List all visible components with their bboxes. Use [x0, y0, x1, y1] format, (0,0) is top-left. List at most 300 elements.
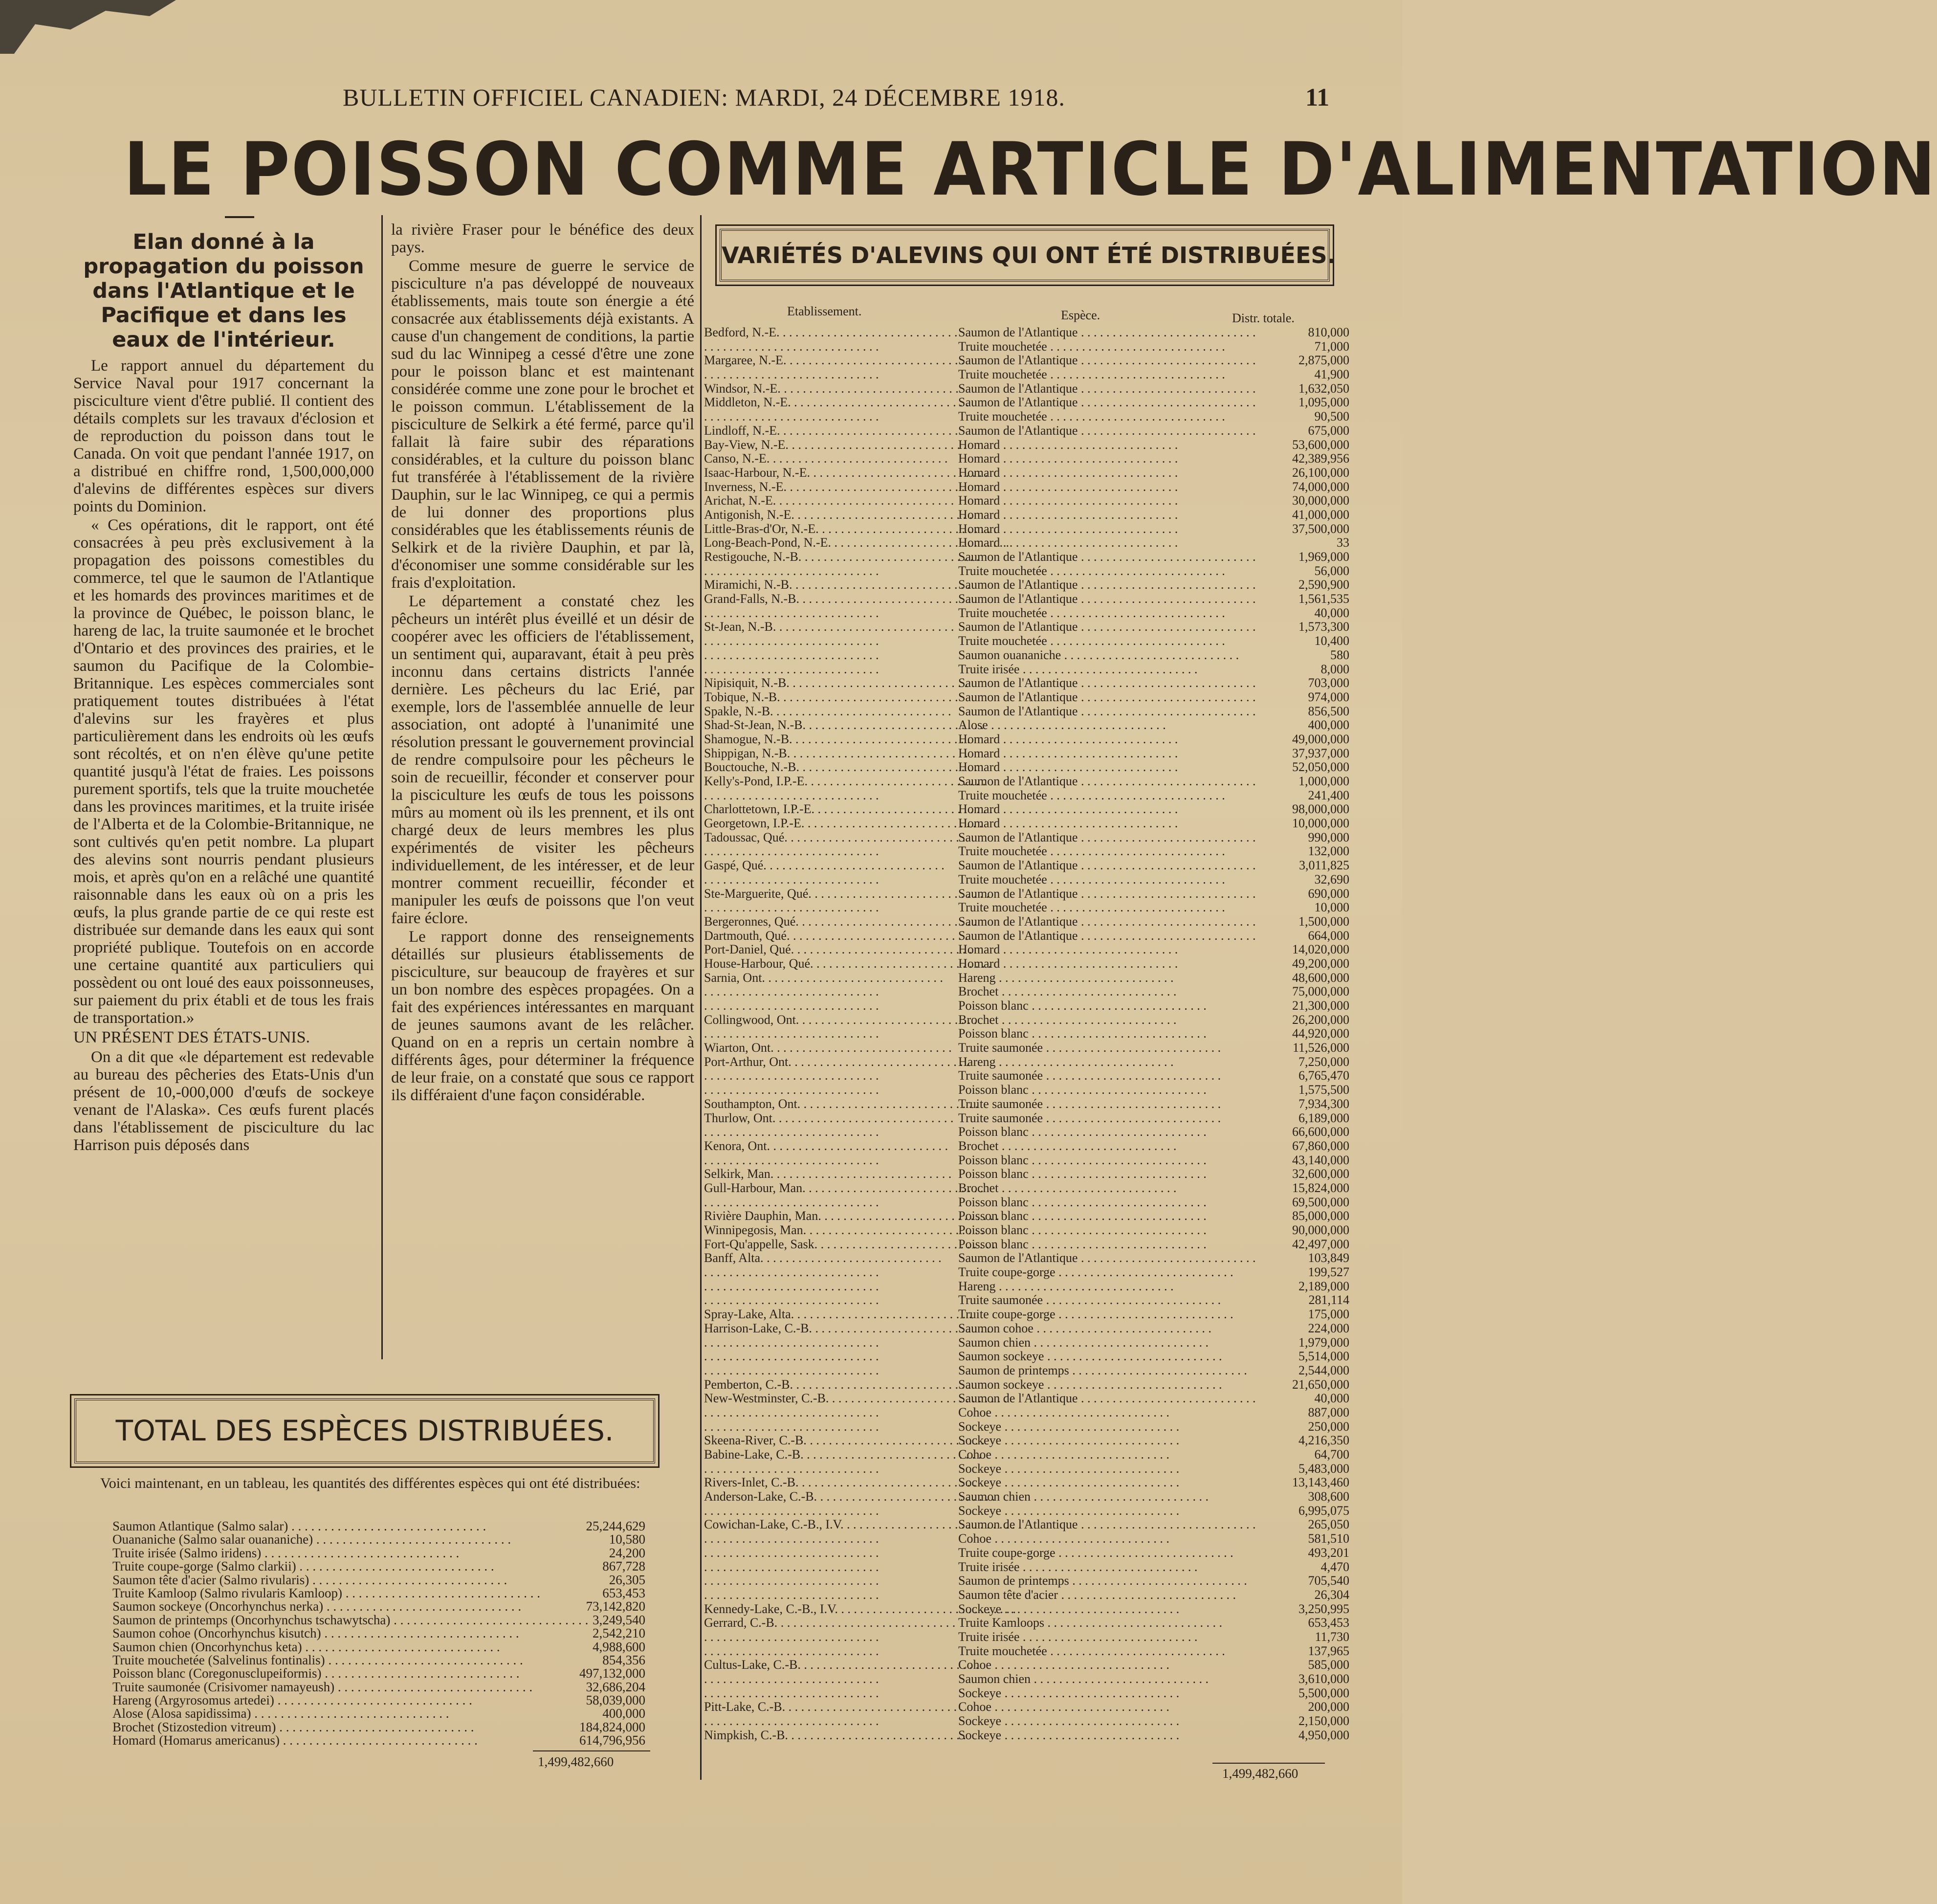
species-cell: Truite saumonée . . . [958, 1041, 1232, 1055]
article-paragraph: Le rapport donne des renseignements détaillés sur plusieurs établissements de pisciculture, sur beaucoup de frayères et sur un bon nombre des espèces propagées. On a fait des expériences intéressantes en marquant de jeunes saumons avant de les relâcher. Quand on en a repris un certain nombre à différents âges, pour déterminer la fréquence de leur fraie, on a constaté que sous ce rapport ils différaient d'une façon considérable. [391, 928, 694, 1104]
table-row [704, 859, 1349, 873]
quantity-cell: 32,600,000 [1292, 1167, 1349, 1181]
quantity-cell: 175,000 [1308, 1307, 1349, 1322]
table-row [704, 676, 1349, 690]
species-cell: Saumon chien . . . [958, 1490, 1232, 1504]
table-row [704, 536, 1349, 550]
species-cell: Hareng . . . [958, 971, 1232, 985]
quantity-cell: 199,527 [1308, 1265, 1349, 1280]
quantity-cell: 856,500 [1308, 704, 1349, 718]
species-cell: Homard . . . [958, 943, 1232, 957]
quantity-cell: 30,000,000 [1292, 493, 1349, 508]
quantity-cell: 308,600 [1308, 1489, 1349, 1504]
quantity-cell: 241,400 [1308, 788, 1349, 802]
establishment-cell [704, 564, 958, 578]
establishment-cell: Shad-St-Jean, N.-B. . . . [704, 718, 958, 732]
quantity-cell: 664,000 [1308, 928, 1349, 943]
quantity-cell: 90,000,000 [1292, 1223, 1349, 1237]
table-row [704, 1490, 1349, 1504]
establishment-cell [704, 789, 958, 803]
species-cell: Saumon de l'Atlantique . . . [958, 929, 1232, 943]
establishment-cell: Tobique, N.-B. . . . [704, 690, 958, 705]
establishment-cell: Rivers-Inlet, C.-B. . . . [704, 1476, 958, 1490]
species-cell: Truite mouchetée . . . [958, 844, 1232, 859]
establishment-cell: Nipisiquit, N.-B. . . . [704, 676, 958, 690]
total-species-sum: 1,499,482,660 [538, 1754, 614, 1769]
quantity-cell: 4,470 [1321, 1559, 1349, 1574]
species-cell: Saumon de l'Atlantique . . . [958, 705, 1232, 719]
establishment-cell: Winnipegosis, Man. . . . [704, 1223, 958, 1238]
species-cell: Saumon sockeye . . . [958, 1350, 1232, 1364]
table-row [704, 1280, 1349, 1294]
quantity-cell: 810,000 [1308, 325, 1349, 339]
establishment-cell: Tadoussac, Qué. . . . [704, 831, 958, 845]
quantity-cell: 6,189,000 [1299, 1110, 1349, 1125]
species-cell: Truite mouchetée . . . [958, 368, 1232, 382]
species-cell: Saumon de l'Atlantique . . . [958, 915, 1232, 929]
table-row [704, 1181, 1349, 1196]
table-row [704, 1069, 1349, 1083]
establishment-cell: Charlottetown, I.P.-E. . . . [704, 802, 958, 817]
establishment-cell [704, 1462, 958, 1476]
quantity-cell: 42,497,000 [1292, 1237, 1349, 1251]
table-row [704, 1322, 1349, 1336]
species-cell: Brochet . . . [958, 1013, 1232, 1027]
quantity-cell: 200,000 [1308, 1700, 1349, 1714]
table-row [704, 844, 1349, 859]
quantity-cell: 281,114 [1308, 1293, 1349, 1307]
quantity-cell: 69,500,000 [1292, 1195, 1349, 1209]
quantity-cell: 52,050,000 [1292, 760, 1349, 775]
quantity-cell: 10,000,000 [1292, 816, 1349, 831]
quantity-cell: 581,510 [1308, 1531, 1349, 1546]
species-cell: Brochet . . . [958, 1181, 1232, 1196]
quantity-cell: 41,900 [1314, 367, 1349, 382]
table-row [704, 1588, 1349, 1602]
species-cell: Saumon tête d'acier . . . [958, 1588, 1232, 1602]
species-cell: Poisson blanc . . . [958, 1083, 1232, 1097]
torn-corner [0, 0, 176, 54]
quantity-cell: 5,483,000 [1299, 1461, 1349, 1476]
quantity-cell: 56,000 [1314, 563, 1349, 578]
quantity-cell: 75,000,000 [1292, 984, 1349, 999]
species-cell: Poisson blanc . . . [958, 1196, 1232, 1210]
quantity-cell: 1,095,000 [1299, 395, 1349, 410]
species-cell: Brochet . . . [958, 1139, 1232, 1153]
species-cell: Truite coupe-gorge . . . [958, 1265, 1232, 1280]
quantity-cell: 580 [1330, 647, 1349, 662]
species-cell: Saumon de l'Atlantique . . . [958, 396, 1232, 410]
quantity-cell: 974,000 [1308, 689, 1349, 704]
table-row [704, 1504, 1349, 1518]
establishment-cell: Selkirk, Man. . . . [704, 1167, 958, 1181]
establishment-cell: Bay-View, N.-E. . . . [704, 438, 958, 452]
establishment-cell: Cultus-Lake, C.-B. . . . [704, 1658, 958, 1672]
establishment-cell: Long-Beach-Pond, N.-E. . . . [704, 536, 958, 550]
quantity-cell: 15,824,000 [1292, 1180, 1349, 1195]
species-cell: Saumon chien . . . [958, 1336, 1232, 1350]
table-row: Hareng (Argyrosomus artedei) . . . 58,039,000 [112, 1694, 645, 1707]
table-row [704, 999, 1349, 1013]
species-cell: Saumon de l'Atlantique . . . [958, 859, 1232, 873]
table-row [704, 747, 1349, 761]
table-row [704, 494, 1349, 508]
quantity-cell: 2,875,000 [1299, 353, 1349, 368]
establishment-cell: Anderson-Lake, C.-B. . . . [704, 1490, 958, 1504]
quantity-cell: 3,250,995 [1299, 1601, 1349, 1616]
quantity-cell: 6,995,075 [1299, 1503, 1349, 1518]
varieties-table [704, 326, 1349, 1742]
establishment-cell: Inverness, N.-E. . . . [704, 480, 958, 494]
establishment-cell [704, 873, 958, 887]
table-row [704, 1602, 1349, 1616]
quantity-cell: 67,860,000 [1292, 1138, 1349, 1153]
establishment-cell [704, 1406, 958, 1420]
quantity-cell: 137,965 [1308, 1643, 1349, 1658]
table-row [704, 382, 1349, 396]
total-intro: Voici maintenant, en un tableau, les quantités des différentes espèces qui ont été distribuées: [100, 1475, 640, 1491]
total-species-title-box [74, 1398, 655, 1463]
table-row [704, 550, 1349, 564]
establishment-cell: Nimpkish, C.-B. . . . [704, 1728, 958, 1743]
table-row [704, 410, 1349, 424]
establishment-cell: Pemberton, C.-B. . . . [704, 1378, 958, 1392]
quantity-cell: 49,000,000 [1292, 731, 1349, 746]
species-cell: Brochet . . . [958, 985, 1232, 999]
table-row [704, 929, 1349, 943]
establishment-cell: Grand-Falls, N.-B. . . . [704, 592, 958, 606]
table-row [704, 1406, 1349, 1420]
varieties-total: 1,499,482,660 [1222, 1766, 1299, 1781]
species-cell: Sockeye . . . [958, 1504, 1232, 1518]
table-row [704, 943, 1349, 957]
establishment-cell [704, 340, 958, 354]
table-row: Truite irisée (Salmo iridens) . . . 24,200 [112, 1547, 645, 1560]
species-cell: Truite Kamloops . . . [958, 1616, 1232, 1630]
quantity-cell: 132,000 [1308, 844, 1349, 859]
table-row [704, 1153, 1349, 1168]
species-cell: Homard . . . [958, 536, 1232, 550]
establishment-cell [704, 1504, 958, 1518]
quantity-cell: 1,500,000 [1299, 914, 1349, 929]
establishment-cell: Kenora, Ont. . . . [704, 1139, 958, 1153]
establishment-cell [704, 1672, 958, 1686]
table-row [704, 368, 1349, 382]
species-cell: Sockeye . . . [958, 1602, 1232, 1616]
species-cell: Saumon de l'Atlantique . . . [958, 690, 1232, 705]
total-species-title: TOTAL DES ESPÈCES DISTRIBUÉES. [115, 1414, 614, 1447]
quantity-cell: 250,000 [1308, 1419, 1349, 1434]
species-cell: Poisson blanc . . . [958, 1153, 1232, 1168]
species-cell: Sockeye . . . [958, 1714, 1232, 1728]
quantity-cell: 7,934,300 [1299, 1096, 1349, 1111]
species-cell: Saumon de l'Atlantique . . . [958, 578, 1232, 592]
table-row [704, 1364, 1349, 1378]
table-row [704, 1518, 1349, 1532]
species-cell: Truite saumonée . . . [958, 1111, 1232, 1126]
establishment-cell [704, 1027, 958, 1041]
quantity-cell: 103,849 [1308, 1251, 1349, 1265]
quantity-cell: 13,143,460 [1292, 1475, 1349, 1490]
quantity-cell: 2,150,000 [1299, 1714, 1349, 1728]
establishment-cell: Skeena-River, C.-B. . . . [704, 1434, 958, 1448]
establishment-cell: Harrison-Lake, C.-B. . . . [704, 1322, 958, 1336]
establishment-cell [704, 663, 958, 677]
quantity-cell: 1,979,000 [1299, 1335, 1349, 1350]
table-row [704, 901, 1349, 915]
quantity-cell: 887,000 [1308, 1405, 1349, 1419]
table-row [704, 340, 1349, 354]
table-row [704, 1546, 1349, 1560]
establishment-cell [704, 1420, 958, 1434]
establishment-cell: Isaac-Harbour, N.-E. . . . [704, 466, 958, 480]
quantity-cell: 8,000 [1321, 662, 1349, 676]
table-row [704, 466, 1349, 480]
species-cell: Saumon de l'Atlantique . . . [958, 326, 1232, 340]
establishment-cell: Gull-Harbour, Man. . . . [704, 1181, 958, 1196]
table-row [704, 817, 1349, 831]
quantity-cell: 98,000,000 [1292, 802, 1349, 817]
table-row [704, 508, 1349, 522]
table-row [704, 1055, 1349, 1069]
establishment-cell: Cowichan-Lake, C.-B., I.V. . . . [704, 1518, 958, 1532]
quantity-cell: 265,050 [1308, 1517, 1349, 1532]
article-paragraph: On a dit que «le département est redevable au bureau des pêcheries des Etats-Unis d'un présent de 10,-000,000 d'œufs de sockeye venant de l'Alaska». Ces œufs furent placés dans l'établissement de pisciculture du lac Harrison puis déposés dans [73, 1048, 374, 1154]
headline-rule [225, 216, 254, 218]
article-paragraph: Le département a constaté chez les pêcheurs un intérêt plus éveillé et un désir de coopérer avec les officiers de l'établissement, un sentiment qui, auparavant, était à peu près inconnu dans certains districts l'année dernière. Les pêcheurs du lac Erié, par exemple, lors de l'assemblée annuelle de leur association, ont adopté à l'unanimité une résolution pressant le gouvernement provincial de rendre compulsoire pour les pêcheurs le soin de recueillir, féconder et conserver pour la pisciculture les œufs de tous les poissons mûrs au moment où ils les prennent, et ils ont chargé deux de leurs membres les plus expérimentés de visiter les pêcheurs individuellement, de les intéresser, et de leur montrer comment recueillir, féconder et manipuler les œufs de poissons que l'on veut faire éclore. [391, 593, 694, 927]
establishment-cell [704, 648, 958, 663]
establishment-cell: Arichat, N.-E. . . . [704, 494, 958, 508]
species-cell: Saumon de l'Atlantique . . . [958, 354, 1232, 368]
species-cell: Homard . . . [958, 802, 1232, 817]
establishment-cell: Kennedy-Lake, C.-B., I.V. . . . [704, 1602, 958, 1616]
establishment-cell: Shippigan, N.-B. . . . [704, 747, 958, 761]
article-subheading: Elan donné à la propagation du poisson dans l'Atlantique et le Pacifique et dans les eaux de l'intérieur. [83, 230, 364, 352]
table-row: Truite Kamloop (Salmo rivularis Kamloop) . . . 653,453 [112, 1587, 645, 1600]
table-row [704, 1336, 1349, 1350]
quantity-cell: 1,969,000 [1299, 550, 1349, 564]
species-cell: Homard . . . [958, 760, 1232, 775]
establishment-cell [704, 1532, 958, 1546]
headline: LE POISSON COMME ARTICLE D'ALIMENTATION [124, 127, 1937, 212]
table-row: Truite coupe-gorge (Salmo clarkii) . . . 867,728 [112, 1560, 645, 1573]
species-cell: Saumon de l'Atlantique . . . [958, 887, 1232, 901]
establishment-cell: Spakle, N.-B. . . . [704, 705, 958, 719]
species-cell: Truite irisée . . . [958, 1630, 1232, 1644]
establishment-cell [704, 1546, 958, 1560]
species-cell: Hareng . . . [958, 1055, 1232, 1069]
table-row [704, 1167, 1349, 1181]
column-divider [700, 215, 702, 1780]
establishment-cell [704, 1574, 958, 1588]
quantity-cell: 26,100,000 [1292, 465, 1349, 480]
quantity-cell: 21,300,000 [1292, 998, 1349, 1013]
species-cell: Truite mouchetée . . . [958, 789, 1232, 803]
quantity-cell: 4,950,000 [1299, 1727, 1349, 1742]
quantity-cell: 3,610,000 [1299, 1672, 1349, 1686]
species-cell: Truite coupe-gorge . . . [958, 1546, 1232, 1560]
establishment-cell [704, 844, 958, 859]
establishment-cell: Spray-Lake, Alta. . . . [704, 1307, 958, 1322]
species-cell: Saumon de l'Atlantique . . . [958, 775, 1232, 789]
table-row [704, 789, 1349, 803]
table-row [704, 831, 1349, 845]
column-header-place: Etablissement. [787, 304, 862, 318]
species-cell: Saumon de printemps . . . [958, 1574, 1232, 1588]
table-row: Saumon tête d'acier (Salmo rivularis) . . . 26,305 [112, 1573, 645, 1587]
quantity-cell: 5,514,000 [1299, 1349, 1349, 1364]
article-paragraph: Comme mesure de guerre le service de pisciculture n'a pas développé de nouveaux établissements, mais toute son énergie a été consacrée aux établissements déjà existants. A cause d'un changement de conditions, la partie sud du lac Winnipeg a cessé d'être une zone pour le poisson blanc et est maintenant considérée comme une zone pour le brochet et le poisson commun. L'établissement de la pisciculture de Selkirk a été fermé, parce qu'il fallait là faire subir des réparations considérables, et la culture du poisson blanc fut transférée à l'établissement de la rivière Dauphin, sur le lac Winnipeg, ce qui a permis de lui donner des proportions plus considérables que les établissements réunis de Selkirk et de la rivière Dauphin, et par là, d'économiser une somme considérable sur les frais d'exploitation. [391, 257, 694, 592]
establishment-cell [704, 999, 958, 1013]
table-row: Saumon chien (Oncorhynchus keta) . . . 4,988,600 [112, 1640, 645, 1654]
column-header-qty: Distr. totale. [1232, 311, 1295, 325]
quantity-cell: 10,400 [1314, 634, 1349, 648]
quantity-cell: 2,189,000 [1299, 1279, 1349, 1293]
table-row [704, 522, 1349, 536]
species-cell: Truite mouchetée . . . [958, 564, 1232, 578]
table-row: Truite mouchetée (Salvelinus fontinalis) . . . 854,356 [112, 1654, 645, 1667]
species-cell: Poisson blanc . . . [958, 1167, 1232, 1181]
species-cell: Poisson blanc . . . [958, 1027, 1232, 1041]
species-cell: Saumon cohoe . . . [958, 1322, 1232, 1336]
quantity-cell: 7,250,000 [1299, 1054, 1349, 1069]
species-cell: Truite irisée . . . [958, 1560, 1232, 1574]
species-cell: Truite mouchetée . . . [958, 1644, 1232, 1659]
establishment-cell: Collingwood, Ont. . . . [704, 1013, 958, 1027]
quantity-cell: 2,544,000 [1299, 1363, 1349, 1377]
table-row: Saumon Atlantique (Salmo salar) . . . 25,244,629 [112, 1520, 645, 1533]
species-cell: Saumon de l'Atlantique . . . [958, 676, 1232, 690]
establishment-cell: Bedford, N.-E. . . . [704, 326, 958, 340]
page-number: 11 [1305, 84, 1330, 111]
table-row [704, 1714, 1349, 1728]
table-row [704, 1686, 1349, 1701]
species-cell: Saumon de l'Atlantique . . . [958, 831, 1232, 845]
species-cell: Saumon de printemps . . . [958, 1364, 1232, 1378]
establishment-cell [704, 1293, 958, 1307]
species-cell: Sockeye . . . [958, 1462, 1232, 1476]
establishment-cell [704, 1588, 958, 1602]
establishment-cell: Miramichi, N.-B. . . . [704, 578, 958, 592]
species-cell: Saumon de l'Atlantique . . . [958, 592, 1232, 606]
establishment-cell: Pitt-Lake, C.-B. . . . [704, 1700, 958, 1714]
table-row [704, 1728, 1349, 1743]
establishment-cell [704, 1644, 958, 1659]
establishment-cell: Port-Arthur, Ont. . . . [704, 1055, 958, 1069]
table-row: Saumon de printemps (Oncorhynchus tschawytscha) . . . 3,249,540 [112, 1614, 645, 1627]
establishment-cell: Antigonish, N.-E. . . . [704, 508, 958, 522]
establishment-cell: Southampton, Ont. . . . [704, 1097, 958, 1111]
quantity-cell: 90,500 [1314, 409, 1349, 424]
species-cell: Sockeye . . . [958, 1728, 1232, 1743]
table-row [704, 438, 1349, 452]
column-divider [381, 215, 383, 1359]
table-row [704, 1013, 1349, 1027]
quantity-cell: 48,600,000 [1292, 970, 1349, 985]
table-row [704, 1532, 1349, 1546]
quantity-cell: 400,000 [1308, 718, 1349, 732]
quantity-cell: 1,573,300 [1299, 620, 1349, 634]
establishment-cell: Ste-Marguerite, Qué. . . . [704, 887, 958, 901]
species-cell: Truite irisée . . . [958, 663, 1232, 677]
quantity-cell: 653,453 [1308, 1616, 1349, 1630]
species-cell: Truite coupe-gorge . . . [958, 1307, 1232, 1322]
establishment-cell: House-Harbour, Qué. . . . [704, 957, 958, 971]
total-rule [533, 1750, 650, 1751]
establishment-cell: Margaree, N.-E. . . . [704, 354, 958, 368]
establishment-cell: Gaspé, Qué. . . . [704, 859, 958, 873]
quantity-cell: 37,937,000 [1292, 746, 1349, 760]
table-row [704, 1307, 1349, 1322]
table-row [704, 957, 1349, 971]
establishment-cell: Thurlow, Ont. . . . [704, 1111, 958, 1126]
species-cell: Truite mouchetée . . . [958, 634, 1232, 648]
species-cell: Truite saumonée . . . [958, 1069, 1232, 1083]
quantity-cell: 14,020,000 [1292, 942, 1349, 957]
table-row [704, 564, 1349, 578]
establishment-cell [704, 1125, 958, 1139]
table-row: Saumon cohoe (Oncorhynchus kisutch) . . . 2,542,210 [112, 1627, 645, 1640]
table-row [704, 1420, 1349, 1434]
quantity-cell: 26,200,000 [1292, 1012, 1349, 1027]
table-row [704, 1209, 1349, 1223]
quantity-cell: 85,000,000 [1292, 1209, 1349, 1223]
species-cell: Homard . . . [958, 732, 1232, 747]
species-cell: Saumon de l'Atlantique . . . [958, 1251, 1232, 1265]
table-row [704, 1350, 1349, 1364]
quantity-cell: 21,650,000 [1292, 1377, 1349, 1392]
quantity-cell: 37,500,000 [1292, 521, 1349, 536]
establishment-cell [704, 606, 958, 620]
species-cell: Saumon de l'Atlantique . . . [958, 620, 1232, 634]
table-row [704, 606, 1349, 620]
running-head: BULLETIN OFFICIEL CANADIEN: MARDI, 24 DÉCEMBRE 1918. [343, 84, 1065, 111]
table-row [704, 705, 1349, 719]
table-row [704, 1560, 1349, 1574]
quantity-cell: 71,000 [1314, 339, 1349, 354]
species-cell: Poisson blanc . . . [958, 1223, 1232, 1238]
quantity-cell: 493,201 [1308, 1545, 1349, 1560]
table-row: Brochet (Stizostedion vitreum) . . . 184,824,000 [112, 1721, 645, 1734]
quantity-cell: 5,500,000 [1299, 1685, 1349, 1700]
establishment-cell: St-Jean, N.-B. . . . [704, 620, 958, 634]
species-cell: Sockeye . . . [958, 1434, 1232, 1448]
quantity-cell: 2,590,900 [1299, 577, 1349, 592]
table-row [704, 732, 1349, 747]
species-cell: Hareng . . . [958, 1280, 1232, 1294]
quantity-cell: 43,140,000 [1292, 1152, 1349, 1167]
species-cell: Saumon ouananiche . . . [958, 648, 1232, 663]
table-row [704, 1630, 1349, 1644]
species-cell: Saumon de l'Atlantique . . . [958, 1392, 1232, 1406]
section-heading: UN PRÉSENT DES ÉTATS-UNIS. [73, 1028, 310, 1046]
establishment-cell [704, 1153, 958, 1168]
quantity-cell: 690,000 [1308, 886, 1349, 901]
article-column-2 [391, 221, 694, 1105]
establishment-cell: Middleton, N.-E. . . . [704, 396, 958, 410]
quantity-cell: 66,600,000 [1292, 1125, 1349, 1139]
establishment-cell: Georgetown, I.P.-E. . . . [704, 817, 958, 831]
establishment-cell: Bouctouche, N.-B. . . . [704, 760, 958, 775]
quantity-cell: 705,540 [1308, 1573, 1349, 1588]
establishment-cell: Port-Daniel, Qué. . . . [704, 943, 958, 957]
quantity-cell: 990,000 [1308, 830, 1349, 844]
quantity-cell: 42,389,956 [1292, 451, 1349, 466]
quantity-cell: 6,765,470 [1299, 1068, 1349, 1083]
table-row: Truite saumonée (Crisivomer namayeush) . . . 32,686,204 [112, 1681, 645, 1694]
species-cell: Sockeye . . . [958, 1686, 1232, 1701]
table-row [704, 592, 1349, 606]
